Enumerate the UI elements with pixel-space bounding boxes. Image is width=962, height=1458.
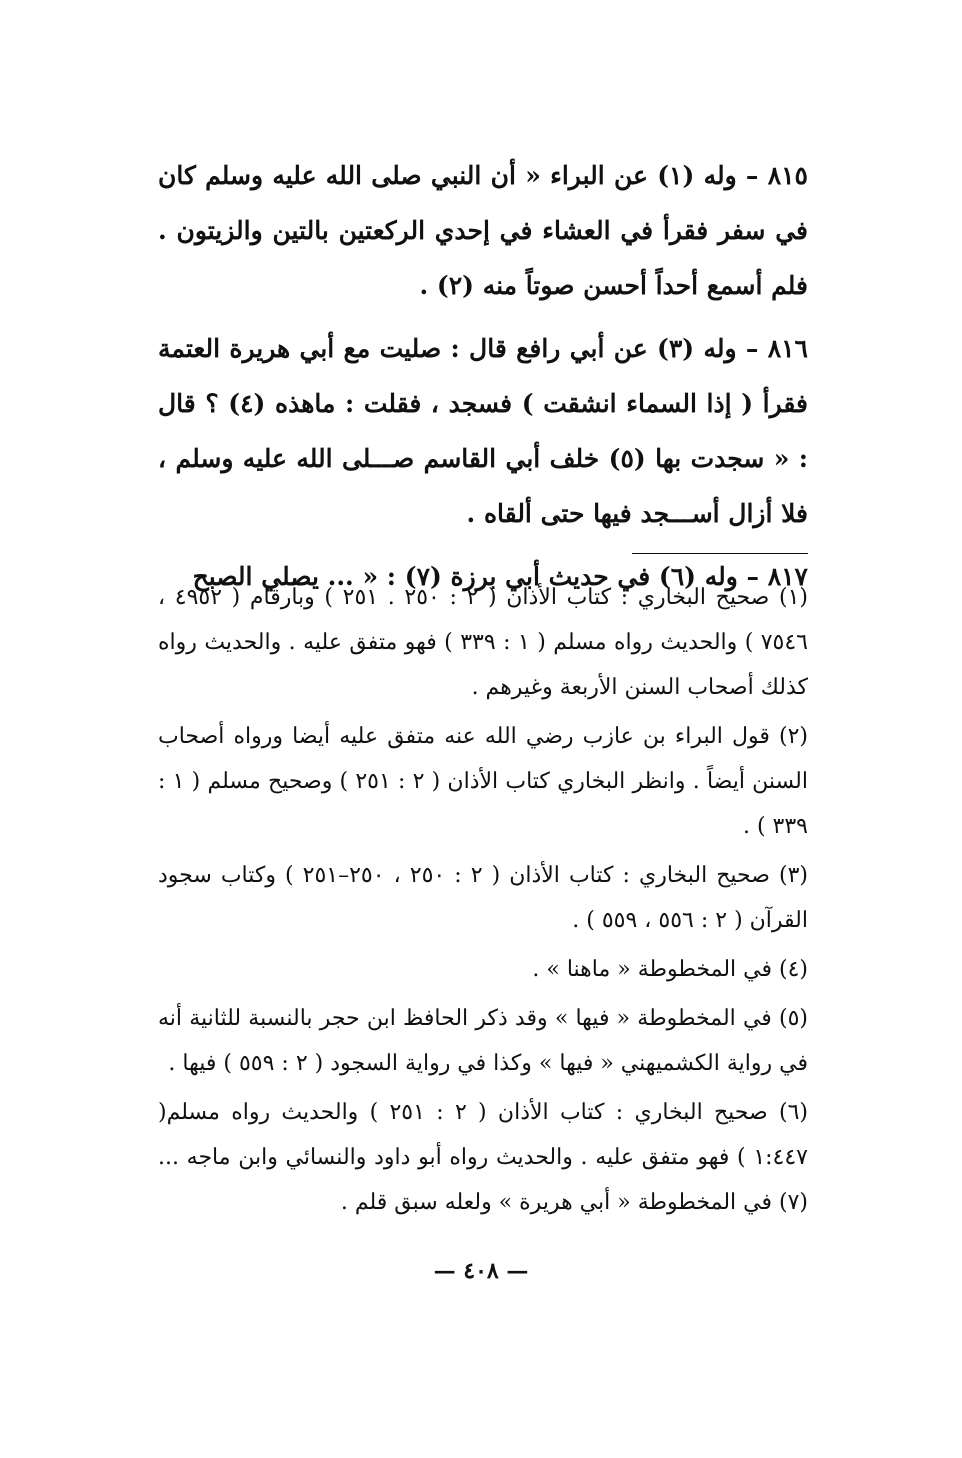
hadith-815: ٨١٥ – وله (١) عن البراء « أن النبي صلى الله عليه وسلم كان في سفر فقرأ في العشاء في إحدي الركعتين بالتين والزيتون . فلم أسمع أحداً أحسن صوتاً منه (٢) . — [158, 161, 808, 300]
main-text — [158, 148, 808, 612]
page-number: — ٤٠٨ — — [433, 1258, 529, 1284]
footnote-4: (٤) في المخطوطة « ماهنا » . — [532, 957, 808, 982]
hadith-817: ٨١٧ – وله (٦) في حديث أبي برزة (٧) : « ... يصلي الصبح — [192, 562, 808, 591]
hadith-816: ٨١٦ – وله (٣) عن أبي رافع قال : صليت مع أبي هريرة العتمة فقرأ ( إذا السماء انشقت ) فسجد ، فقلت : ماهذه (٤) ؟ قال : « سجدت بها (٥) خلف أبي القاسم صـــلى الله عليه وسلم ، فلا أزال أســـجد فيها حتى ألقاه . — [158, 334, 808, 528]
footnote-3: (٣) صحيح البخاري : كتاب الأذان ( ٢ : ٢٥٠ ، ٢٥٠–٢٥١ ) وكتاب سجود القرآن ( ٢ : ٥٥٦ ، ٥٥٩ ) . — [158, 863, 808, 933]
footnote-separator — [632, 553, 808, 554]
footnotes — [158, 575, 808, 1229]
footnote-2: (٢) قول البراء بن عازب رضي الله عنه متفق عليه أيضا ورواه أصحاب السنن أيضاً . وانظر البخاري كتاب الأذان ( ٢ : ٢٥١ ) وصحيح مسلم ( ١ : ٣٣٩ ) . — [158, 724, 808, 839]
footnote-6-7: (٦) صحيح البخاري : كتاب الأذان ( ٢ : ٢٥١ ) والحديث رواه مسلم( ١:٤٤٧ ) فهو متفق عليه . والحديث رواه أبو داود والنسائي وابن ماجه ... (٧) في المخطوطة « أبي هريرة » ولعله سبق قلم . — [158, 1100, 808, 1215]
footnote-5: (٥) في المخطوطة « فيها » وقد ذكر الحافظ ابن حجر بالنسبة للثانية أنه في رواية الكشميهني « فيها » وكذا في رواية السجود ( ٢ : ٥٥٩ ) فيها . — [158, 1006, 808, 1076]
footnote-1: (١) صحيح البخاري : كتاب الأذان ( ٢ : ٢٥٠ . ٢٥١ ) وبأرقام ( ٤٩٥٢ ، ٧٥٤٦ ) والحديث رواه مسلم ( ١ : ٣٣٩ ) فهو متفق عليه . والحديث رواه كذلك أصحاب السنن الأربعة وغيرهم . — [158, 585, 808, 700]
